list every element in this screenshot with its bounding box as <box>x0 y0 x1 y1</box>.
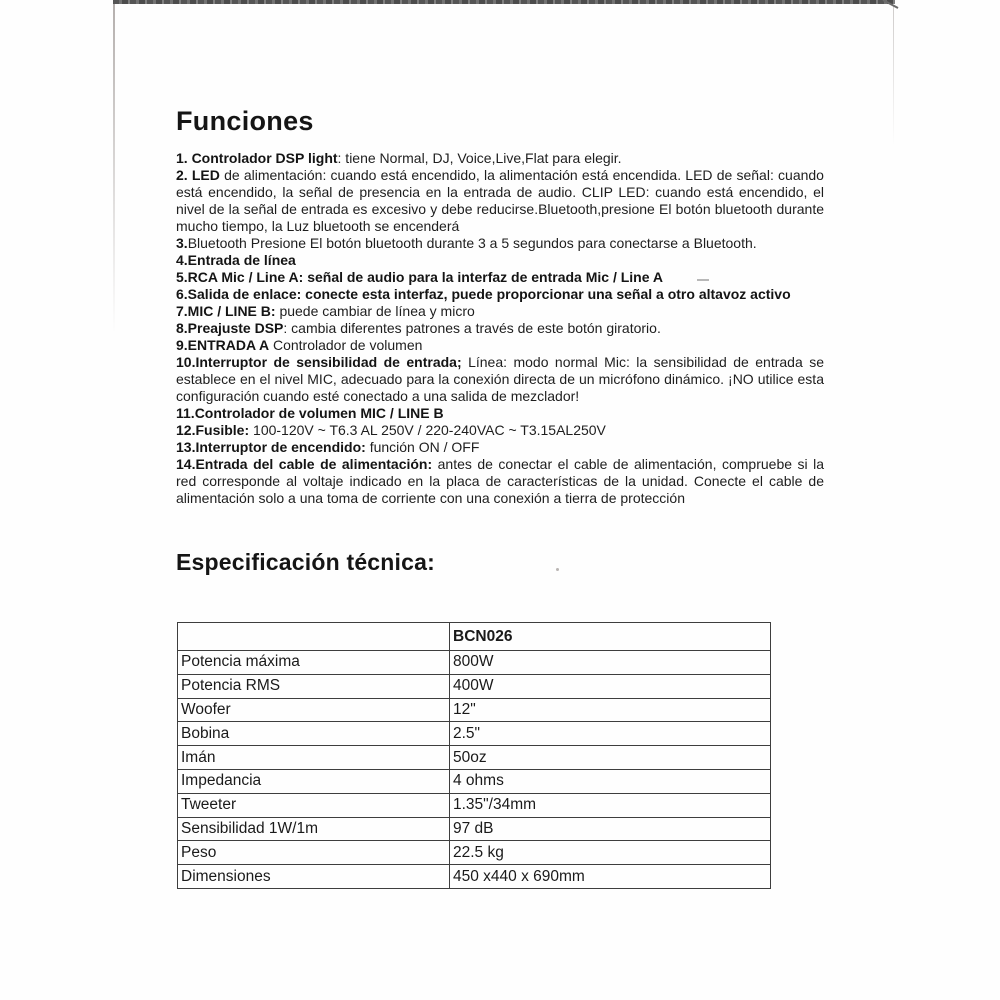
spec-value: 2.5" <box>450 722 771 746</box>
scan-right-edge-artifact <box>893 6 894 146</box>
function-item-2 <box>176 167 824 235</box>
function-item-lead: 13.Interruptor de encendido: <box>176 439 366 455</box>
spec-label: Bobina <box>178 722 450 746</box>
table-row <box>178 865 771 889</box>
spec-value: 4 ohms <box>450 769 771 793</box>
table-row <box>178 817 771 841</box>
functions-list <box>176 150 824 507</box>
spec-value: 50oz <box>450 746 771 770</box>
function-item-9 <box>176 337 824 354</box>
table-row <box>178 841 771 865</box>
function-item-text: Controlador de volumen <box>269 337 423 353</box>
function-item-7 <box>176 303 824 320</box>
function-item-lead: 2. LED <box>176 167 220 183</box>
function-item-lead: 8.Preajuste DSP <box>176 320 284 336</box>
function-item-10 <box>176 354 824 405</box>
spec-table <box>177 622 771 889</box>
spec-label: Peso <box>178 841 450 865</box>
function-item-11 <box>176 405 824 422</box>
function-item-lead: 5.RCA Mic / Line A: señal de audio para la interfaz de entrada Mic / Line A <box>176 269 663 285</box>
function-item-text: antes de conectar el cable de alimentación, compruebe si la red corresponde al voltaje indicado en la placa de características de la unidad. Conecte el cable de alimentación solo a una toma de corriente con una conexión a tierra de protección <box>176 456 824 506</box>
spec-value: 97 dB <box>450 817 771 841</box>
spec-label: Potencia RMS <box>178 674 450 698</box>
spec-value: 12" <box>450 698 771 722</box>
spec-label: Potencia máxima <box>178 651 450 675</box>
function-item-text: 100-120V ~ T6.3 AL 250V / 220-240VAC ~ T3.15AL250V <box>249 422 606 438</box>
scan-left-edge-artifact <box>113 4 115 334</box>
function-item-lead: 11.Controlador de volumen MIC / LINE B <box>176 405 444 421</box>
function-item-13 <box>176 439 824 456</box>
function-item-lead: 14.Entrada del cable de alimentación: <box>176 456 433 472</box>
spec-value: 800W <box>450 651 771 675</box>
table-row <box>178 793 771 817</box>
function-item-12 <box>176 422 824 439</box>
spec-label: Woofer <box>178 698 450 722</box>
function-item-text: de alimentación: cuando está encendido, la alimentación está encendida. LED de señal: cuando está encendido, la señal de presencia en la entrada de audio. CLIP LED: cuando está encendido, el nivel de la señal de entrada es excesivo y debe reducirse.Bluetooth,presione El botón bluetooth durante mucho tiempo, la Luz bluetooth se encenderá <box>176 167 824 234</box>
table-row <box>178 698 771 722</box>
function-item-5 <box>176 269 824 286</box>
function-item-4 <box>176 252 824 269</box>
spec-label: Impedancia <box>178 769 450 793</box>
function-item-lead: 10.Interruptor de sensibilidad de entrada; <box>176 354 462 370</box>
spec-value: 22.5 kg <box>450 841 771 865</box>
function-item-text: Línea: modo normal Mic: la sensibilidad de entrada se establece en el nivel MIC, adecuado para la conexión directa de un micrófono dinámico. ¡NO utilice esta configuración cuando esté conectado a una salida de mezclador! <box>176 354 824 404</box>
header-empty-cell <box>178 623 450 651</box>
spec-value: 400W <box>450 674 771 698</box>
scan-top-edge-artifact <box>113 0 895 4</box>
function-item-lead: 1. Controlador DSP light <box>176 150 338 166</box>
spec-label: Sensibilidad 1W/1m <box>178 817 450 841</box>
table-row <box>178 651 771 675</box>
function-item-lead: 9.ENTRADA A <box>176 337 270 353</box>
function-item-text: : tiene Normal, DJ, Voice,Live,Flat para elegir. <box>337 150 622 166</box>
function-item-text: puede cambiar de línea y micro <box>275 303 475 319</box>
function-item-14 <box>176 456 824 507</box>
spec-label: Dimensiones <box>178 865 450 889</box>
function-item-lead: 6.Salida de enlace: conecte esta interfaz, puede proporcionar una señal a otro altavoz activo <box>176 286 791 302</box>
spec-value: 450 x440 x 690mm <box>450 865 771 889</box>
functions-heading: Funciones <box>176 106 314 136</box>
spec-value: 1.35"/34mm <box>450 793 771 817</box>
table-row <box>178 674 771 698</box>
function-item-lead: 7.MIC / LINE B: <box>176 303 276 319</box>
scan-speck <box>556 568 559 571</box>
function-item-lead: 4.Entrada de línea <box>176 252 296 268</box>
function-item-lead: 3. <box>176 235 188 251</box>
function-item-8 <box>176 320 824 337</box>
table-row <box>178 769 771 793</box>
table-row <box>178 746 771 770</box>
function-item-text: : cambia diferentes patrones a través de este botón giratorio. <box>283 320 661 336</box>
model-header-cell: BCN026 <box>450 623 771 651</box>
function-item-text: función ON / OFF <box>365 439 480 455</box>
function-item-3 <box>176 235 824 252</box>
table-header-row <box>178 623 771 651</box>
function-item-1 <box>176 150 824 167</box>
table-row <box>178 722 771 746</box>
function-item-6 <box>176 286 824 303</box>
function-item-lead: 12.Fusible: <box>176 422 250 438</box>
spec-label: Tweeter <box>178 793 450 817</box>
specs-heading: Especificación técnica: <box>176 549 435 575</box>
spec-label: Imán <box>178 746 450 770</box>
function-item-text: Bluetooth Presione El botón bluetooth durante 3 a 5 segundos para conectarse a Bluetooth. <box>187 235 757 251</box>
